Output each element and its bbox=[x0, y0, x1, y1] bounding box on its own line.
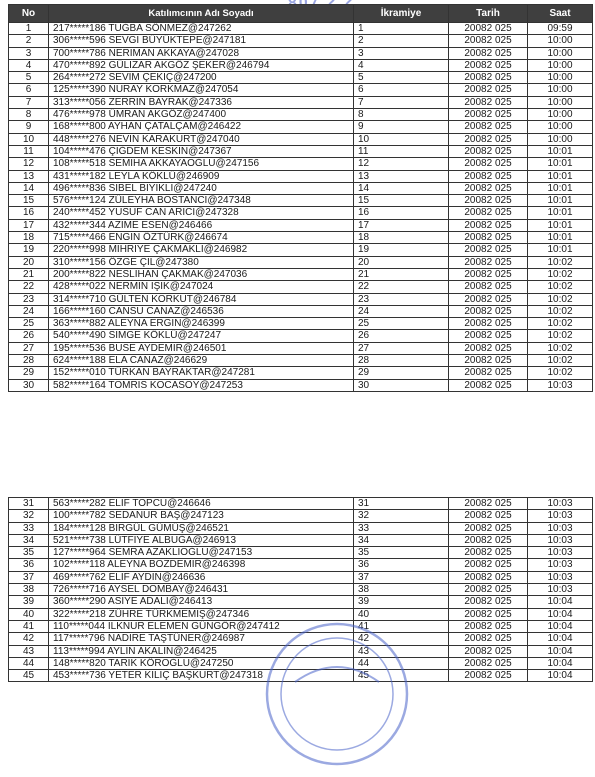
draw-time: 10:03 bbox=[528, 559, 593, 571]
row-number: 27 bbox=[9, 342, 49, 354]
participant-name: 363*****882 ALEYNA ERGİN@246399 bbox=[49, 318, 354, 330]
participant-name: 102*****118 ALEYNA BOZDEMİR@246398 bbox=[49, 559, 354, 571]
participant-name: 264*****272 SEVİM ÇEKİÇ@247200 bbox=[49, 72, 354, 84]
draw-date: 20082 025 bbox=[449, 109, 528, 121]
row-number: 30 bbox=[9, 379, 49, 391]
row-number: 14 bbox=[9, 182, 49, 194]
prize-number: 7 bbox=[354, 96, 449, 108]
draw-time: 10:00 bbox=[528, 121, 593, 133]
row-number: 6 bbox=[9, 84, 49, 96]
draw-date: 20082 025 bbox=[449, 305, 528, 317]
prize-number: 13 bbox=[354, 170, 449, 182]
draw-time: 10:01 bbox=[528, 232, 593, 244]
participant-name: 313*****056 ZERRİN BAYRAK@247336 bbox=[49, 96, 354, 108]
prize-number: 36 bbox=[354, 559, 449, 571]
participant-name: 431*****182 LEYLA KÖKLÜ@246909 bbox=[49, 170, 354, 182]
prize-number: 23 bbox=[354, 293, 449, 305]
participant-name: 469*****762 ELİF AYDIN@246636 bbox=[49, 571, 354, 583]
participant-name: 624*****188 ELA CANAZ@246629 bbox=[49, 355, 354, 367]
draw-time: 10:02 bbox=[528, 355, 593, 367]
table-row bbox=[9, 133, 593, 145]
draw-date: 20082 025 bbox=[449, 584, 528, 596]
prize-number: 40 bbox=[354, 608, 449, 620]
participant-name: 563*****282 ELİF TOPCU@246646 bbox=[49, 498, 354, 510]
prize-number: 19 bbox=[354, 244, 449, 256]
draw-time: 10:03 bbox=[528, 534, 593, 546]
participant-name: 453*****736 YETER KILIÇ BAŞKURT@247318 bbox=[49, 670, 354, 682]
table-row bbox=[9, 510, 593, 522]
table-row bbox=[9, 121, 593, 133]
draw-date: 20082 025 bbox=[449, 47, 528, 59]
participant-name: 576*****124 ZÜLEYHA BOSTANCI@247348 bbox=[49, 195, 354, 207]
table-row bbox=[9, 367, 593, 379]
draw-date: 20082 025 bbox=[449, 670, 528, 682]
participant-name: 582*****164 TOMRİS KOCASOY@247253 bbox=[49, 379, 354, 391]
participant-name: 470*****892 GÜLİZAR AKGÖZ ŞEKER@246794 bbox=[49, 59, 354, 71]
row-number: 22 bbox=[9, 281, 49, 293]
participant-name: 700*****786 NERİMAN AKKAYA@247028 bbox=[49, 47, 354, 59]
table-row bbox=[9, 596, 593, 608]
row-number: 21 bbox=[9, 268, 49, 280]
draw-time: 10:00 bbox=[528, 84, 593, 96]
prize-number: 6 bbox=[354, 84, 449, 96]
table-row bbox=[9, 145, 593, 157]
table-row bbox=[9, 244, 593, 256]
header-date: Tarih bbox=[449, 5, 528, 23]
row-number: 40 bbox=[9, 608, 49, 620]
header-prize: İkramiye bbox=[354, 5, 449, 23]
prize-number: 15 bbox=[354, 195, 449, 207]
draw-time: 10:03 bbox=[528, 584, 593, 596]
participant-name: 726*****716 AYSEL DOMBAY@246431 bbox=[49, 584, 354, 596]
draw-date: 20082 025 bbox=[449, 547, 528, 559]
draw-time: 10:00 bbox=[528, 35, 593, 47]
table-row bbox=[9, 522, 593, 534]
draw-date: 20082 025 bbox=[449, 633, 528, 645]
row-number: 45 bbox=[9, 670, 49, 682]
row-number: 24 bbox=[9, 305, 49, 317]
draw-date: 20082 025 bbox=[449, 35, 528, 47]
draw-date: 20082 025 bbox=[449, 170, 528, 182]
row-number: 19 bbox=[9, 244, 49, 256]
draw-time: 10:01 bbox=[528, 170, 593, 182]
draw-date: 20082 025 bbox=[449, 244, 528, 256]
row-number: 31 bbox=[9, 498, 49, 510]
draw-time: 10:04 bbox=[528, 645, 593, 657]
prize-number: 30 bbox=[354, 379, 449, 391]
winners-table-part-1 bbox=[8, 4, 593, 392]
draw-date: 20082 025 bbox=[449, 232, 528, 244]
participant-name: 184*****128 BİRGÜL GÜMÜŞ@246521 bbox=[49, 522, 354, 534]
prize-number: 18 bbox=[354, 232, 449, 244]
table-row bbox=[9, 498, 593, 510]
row-number: 34 bbox=[9, 534, 49, 546]
table-row bbox=[9, 342, 593, 354]
participant-name: 148*****820 TARIK KÖROĞLU@247250 bbox=[49, 657, 354, 669]
draw-time: 10:02 bbox=[528, 330, 593, 342]
draw-date: 20082 025 bbox=[449, 355, 528, 367]
draw-date: 20082 025 bbox=[449, 596, 528, 608]
row-number: 39 bbox=[9, 596, 49, 608]
draw-time: 10:02 bbox=[528, 367, 593, 379]
table-row bbox=[9, 268, 593, 280]
draw-time: 10:00 bbox=[528, 47, 593, 59]
participant-name: 220*****998 MİHRİYE ÇAKMAKLI@246982 bbox=[49, 244, 354, 256]
draw-time: 10:01 bbox=[528, 145, 593, 157]
draw-date: 20082 025 bbox=[449, 145, 528, 157]
draw-date: 20082 025 bbox=[449, 620, 528, 632]
draw-date: 20082 025 bbox=[449, 158, 528, 170]
draw-date: 20082 025 bbox=[449, 318, 528, 330]
draw-time: 10:04 bbox=[528, 633, 593, 645]
row-number: 15 bbox=[9, 195, 49, 207]
draw-date: 20082 025 bbox=[449, 84, 528, 96]
draw-date: 20082 025 bbox=[449, 510, 528, 522]
prize-number: 45 bbox=[354, 670, 449, 682]
prize-number: 41 bbox=[354, 620, 449, 632]
row-number: 2 bbox=[9, 35, 49, 47]
row-number: 28 bbox=[9, 355, 49, 367]
draw-time: 10:03 bbox=[528, 379, 593, 391]
table-row bbox=[9, 96, 593, 108]
prize-number: 31 bbox=[354, 498, 449, 510]
draw-date: 20082 025 bbox=[449, 281, 528, 293]
participant-name: 100*****782 SEDANUR BAŞ@247123 bbox=[49, 510, 354, 522]
draw-time: 10:03 bbox=[528, 510, 593, 522]
winners-table-part-2 bbox=[8, 497, 593, 682]
draw-time: 10:00 bbox=[528, 96, 593, 108]
prize-number: 35 bbox=[354, 547, 449, 559]
draw-date: 20082 025 bbox=[449, 207, 528, 219]
participant-name: 322*****218 ZÜHRE TÜRKMEMİŞ@247346 bbox=[49, 608, 354, 620]
draw-date: 20082 025 bbox=[449, 522, 528, 534]
row-number: 8 bbox=[9, 109, 49, 121]
prize-number: 21 bbox=[354, 268, 449, 280]
draw-date: 20082 025 bbox=[449, 608, 528, 620]
table-row bbox=[9, 620, 593, 632]
table-row bbox=[9, 330, 593, 342]
table-row bbox=[9, 35, 593, 47]
participant-name: 195*****536 BUSE AYDEMİR@246501 bbox=[49, 342, 354, 354]
draw-time: 10:01 bbox=[528, 182, 593, 194]
table-row bbox=[9, 645, 593, 657]
row-number: 13 bbox=[9, 170, 49, 182]
draw-date: 20082 025 bbox=[449, 59, 528, 71]
participant-name: 117*****796 NADİRE TAŞTÜNER@246987 bbox=[49, 633, 354, 645]
table-row bbox=[9, 670, 593, 682]
participant-name: 521*****738 LÜTFİYE ALBUĞA@246913 bbox=[49, 534, 354, 546]
participant-name: 310*****156 ÖZGE ÇİL@247380 bbox=[49, 256, 354, 268]
draw-time: 10:03 bbox=[528, 522, 593, 534]
draw-time: 10:02 bbox=[528, 342, 593, 354]
prize-number: 5 bbox=[354, 72, 449, 84]
draw-time: 10:02 bbox=[528, 305, 593, 317]
prize-number: 44 bbox=[354, 657, 449, 669]
row-number: 9 bbox=[9, 121, 49, 133]
table-row bbox=[9, 59, 593, 71]
draw-date: 20082 025 bbox=[449, 379, 528, 391]
draw-date: 20082 025 bbox=[449, 559, 528, 571]
draw-time: 10:01 bbox=[528, 219, 593, 231]
table-row bbox=[9, 379, 593, 391]
draw-time: 10:00 bbox=[528, 109, 593, 121]
row-number: 35 bbox=[9, 547, 49, 559]
prize-number: 39 bbox=[354, 596, 449, 608]
prize-number: 24 bbox=[354, 305, 449, 317]
prize-number: 11 bbox=[354, 145, 449, 157]
participant-name: 166*****160 CANSU CANAZ@246536 bbox=[49, 305, 354, 317]
draw-time: 10:04 bbox=[528, 620, 593, 632]
draw-time: 10:04 bbox=[528, 596, 593, 608]
prize-number: 34 bbox=[354, 534, 449, 546]
participant-name: 127*****964 SEMRA AZAKLIOĞLU@247153 bbox=[49, 547, 354, 559]
draw-date: 20082 025 bbox=[449, 268, 528, 280]
draw-date: 20082 025 bbox=[449, 182, 528, 194]
prize-number: 9 bbox=[354, 121, 449, 133]
row-number: 3 bbox=[9, 47, 49, 59]
table-row bbox=[9, 109, 593, 121]
prize-number: 25 bbox=[354, 318, 449, 330]
participant-name: 200*****822 NESLİHAN ÇAKMAK@247036 bbox=[49, 268, 354, 280]
row-number: 7 bbox=[9, 96, 49, 108]
prize-number: 29 bbox=[354, 367, 449, 379]
row-number: 38 bbox=[9, 584, 49, 596]
row-number: 25 bbox=[9, 318, 49, 330]
prize-number: 17 bbox=[354, 219, 449, 231]
draw-date: 20082 025 bbox=[449, 23, 528, 35]
draw-date: 20082 025 bbox=[449, 534, 528, 546]
draw-date: 20082 025 bbox=[449, 121, 528, 133]
prize-number: 12 bbox=[354, 158, 449, 170]
draw-date: 20082 025 bbox=[449, 96, 528, 108]
table-row bbox=[9, 305, 593, 317]
prize-number: 37 bbox=[354, 571, 449, 583]
draw-time: 10:03 bbox=[528, 498, 593, 510]
participant-name: 496*****836 SİBEL BIYIKLI@247240 bbox=[49, 182, 354, 194]
row-number: 44 bbox=[9, 657, 49, 669]
table-row bbox=[9, 232, 593, 244]
prize-number: 8 bbox=[354, 109, 449, 121]
draw-date: 20082 025 bbox=[449, 645, 528, 657]
row-number: 26 bbox=[9, 330, 49, 342]
draw-time: 10:00 bbox=[528, 59, 593, 71]
draw-date: 20082 025 bbox=[449, 219, 528, 231]
table-row bbox=[9, 170, 593, 182]
row-number: 5 bbox=[9, 72, 49, 84]
row-number: 33 bbox=[9, 522, 49, 534]
participant-name: 715*****466 ENGİN ÖZTÜRK@246674 bbox=[49, 232, 354, 244]
row-number: 29 bbox=[9, 367, 49, 379]
table-row bbox=[9, 84, 593, 96]
row-number: 43 bbox=[9, 645, 49, 657]
table-row bbox=[9, 559, 593, 571]
prize-number: 42 bbox=[354, 633, 449, 645]
draw-time: 10:00 bbox=[528, 133, 593, 145]
row-number: 12 bbox=[9, 158, 49, 170]
draw-date: 20082 025 bbox=[449, 293, 528, 305]
prize-number: 3 bbox=[354, 47, 449, 59]
participant-name: 448*****276 NEVİN KARAKURT@247040 bbox=[49, 133, 354, 145]
draw-date: 20082 025 bbox=[449, 72, 528, 84]
prize-number: 33 bbox=[354, 522, 449, 534]
prize-number: 2 bbox=[354, 35, 449, 47]
row-number: 42 bbox=[9, 633, 49, 645]
prize-number: 38 bbox=[354, 584, 449, 596]
prize-number: 27 bbox=[354, 342, 449, 354]
draw-time: 10:02 bbox=[528, 281, 593, 293]
row-number: 23 bbox=[9, 293, 49, 305]
draw-date: 20082 025 bbox=[449, 330, 528, 342]
table-row bbox=[9, 608, 593, 620]
draw-date: 20082 025 bbox=[449, 256, 528, 268]
participant-name: 306*****596 SEVGİ BÜYÜKTEPE@247181 bbox=[49, 35, 354, 47]
participant-name: 314*****710 GÜLTEN KORKUT@246784 bbox=[49, 293, 354, 305]
draw-time: 10:02 bbox=[528, 268, 593, 280]
participant-name: 104*****476 ÇİĞDEM KESKİN@247367 bbox=[49, 145, 354, 157]
draw-date: 20082 025 bbox=[449, 657, 528, 669]
draw-time: 09:59 bbox=[528, 23, 593, 35]
participant-name: 110*****044 İLKNUR ELEMEN GÜNGÖR@247412 bbox=[49, 620, 354, 632]
draw-time: 10:01 bbox=[528, 195, 593, 207]
draw-time: 10:00 bbox=[528, 72, 593, 84]
row-number: 1 bbox=[9, 23, 49, 35]
prize-number: 10 bbox=[354, 133, 449, 145]
participant-name: 240*****452 YUSUF CAN ARICI@247328 bbox=[49, 207, 354, 219]
table-header-row bbox=[9, 5, 593, 23]
prize-number: 20 bbox=[354, 256, 449, 268]
table-row bbox=[9, 158, 593, 170]
participant-name: 125*****390 NURAY KORKMAZ@247054 bbox=[49, 84, 354, 96]
header-participant: Katılımcının Adı Soyadı bbox=[49, 5, 354, 23]
row-number: 16 bbox=[9, 207, 49, 219]
participant-name: 168*****800 AYHAN ÇATALÇAM@246422 bbox=[49, 121, 354, 133]
participant-name: 152*****010 TÜRKAN BAYRAKTAR@247281 bbox=[49, 367, 354, 379]
row-number: 18 bbox=[9, 232, 49, 244]
table-row bbox=[9, 256, 593, 268]
row-number: 4 bbox=[9, 59, 49, 71]
table-row bbox=[9, 23, 593, 35]
draw-date: 20082 025 bbox=[449, 133, 528, 145]
table-row bbox=[9, 207, 593, 219]
prize-number: 26 bbox=[354, 330, 449, 342]
draw-time: 10:04 bbox=[528, 608, 593, 620]
prize-number: 43 bbox=[354, 645, 449, 657]
draw-date: 20082 025 bbox=[449, 342, 528, 354]
row-number: 37 bbox=[9, 571, 49, 583]
table-row bbox=[9, 657, 593, 669]
participant-name: 428*****022 NERMİN IŞIK@247024 bbox=[49, 281, 354, 293]
header-time: Saat bbox=[528, 5, 593, 23]
draw-time: 10:04 bbox=[528, 657, 593, 669]
table-row bbox=[9, 72, 593, 84]
prize-number: 22 bbox=[354, 281, 449, 293]
participant-name: 540*****490 SİMGE KÖKLÜ@247247 bbox=[49, 330, 354, 342]
draw-time: 10:02 bbox=[528, 293, 593, 305]
draw-time: 10:02 bbox=[528, 256, 593, 268]
table-row bbox=[9, 318, 593, 330]
row-number: 17 bbox=[9, 219, 49, 231]
draw-time: 10:01 bbox=[528, 244, 593, 256]
draw-time: 10:01 bbox=[528, 207, 593, 219]
table-row bbox=[9, 355, 593, 367]
row-number: 20 bbox=[9, 256, 49, 268]
prize-number: 1 bbox=[354, 23, 449, 35]
draw-time: 10:04 bbox=[528, 670, 593, 682]
draw-date: 20082 025 bbox=[449, 195, 528, 207]
draw-date: 20082 025 bbox=[449, 571, 528, 583]
prize-number: 28 bbox=[354, 355, 449, 367]
table-row bbox=[9, 584, 593, 596]
draw-date: 20082 025 bbox=[449, 367, 528, 379]
table-row bbox=[9, 47, 593, 59]
row-number: 11 bbox=[9, 145, 49, 157]
row-number: 36 bbox=[9, 559, 49, 571]
row-number: 41 bbox=[9, 620, 49, 632]
row-number: 32 bbox=[9, 510, 49, 522]
table-row bbox=[9, 195, 593, 207]
table-row bbox=[9, 534, 593, 546]
participant-name: 360*****290 ASİYE ADALI@246413 bbox=[49, 596, 354, 608]
table-row bbox=[9, 219, 593, 231]
participant-name: 476*****978 ÜMRAN AKGÖZ@247400 bbox=[49, 109, 354, 121]
table-row bbox=[9, 547, 593, 559]
table-row bbox=[9, 571, 593, 583]
prize-number: 4 bbox=[354, 59, 449, 71]
table-row bbox=[9, 633, 593, 645]
draw-time: 10:02 bbox=[528, 318, 593, 330]
table-row bbox=[9, 293, 593, 305]
participant-name: 217*****186 TUĞBA SÖNMEZ@247262 bbox=[49, 23, 354, 35]
draw-time: 10:03 bbox=[528, 571, 593, 583]
draw-date: 20082 025 bbox=[449, 498, 528, 510]
draw-time: 10:01 bbox=[528, 158, 593, 170]
participant-name: 113*****994 AYLİN AKALIN@246425 bbox=[49, 645, 354, 657]
header-no: No bbox=[9, 5, 49, 23]
table-row bbox=[9, 281, 593, 293]
prize-number: 16 bbox=[354, 207, 449, 219]
participant-name: 432*****344 AZİME ESEN@246466 bbox=[49, 219, 354, 231]
draw-time: 10:03 bbox=[528, 547, 593, 559]
participant-name: 108*****518 SEMİHA AKKAYAOĞLU@247156 bbox=[49, 158, 354, 170]
prize-number: 32 bbox=[354, 510, 449, 522]
row-number: 10 bbox=[9, 133, 49, 145]
prize-number: 14 bbox=[354, 182, 449, 194]
table-row bbox=[9, 182, 593, 194]
